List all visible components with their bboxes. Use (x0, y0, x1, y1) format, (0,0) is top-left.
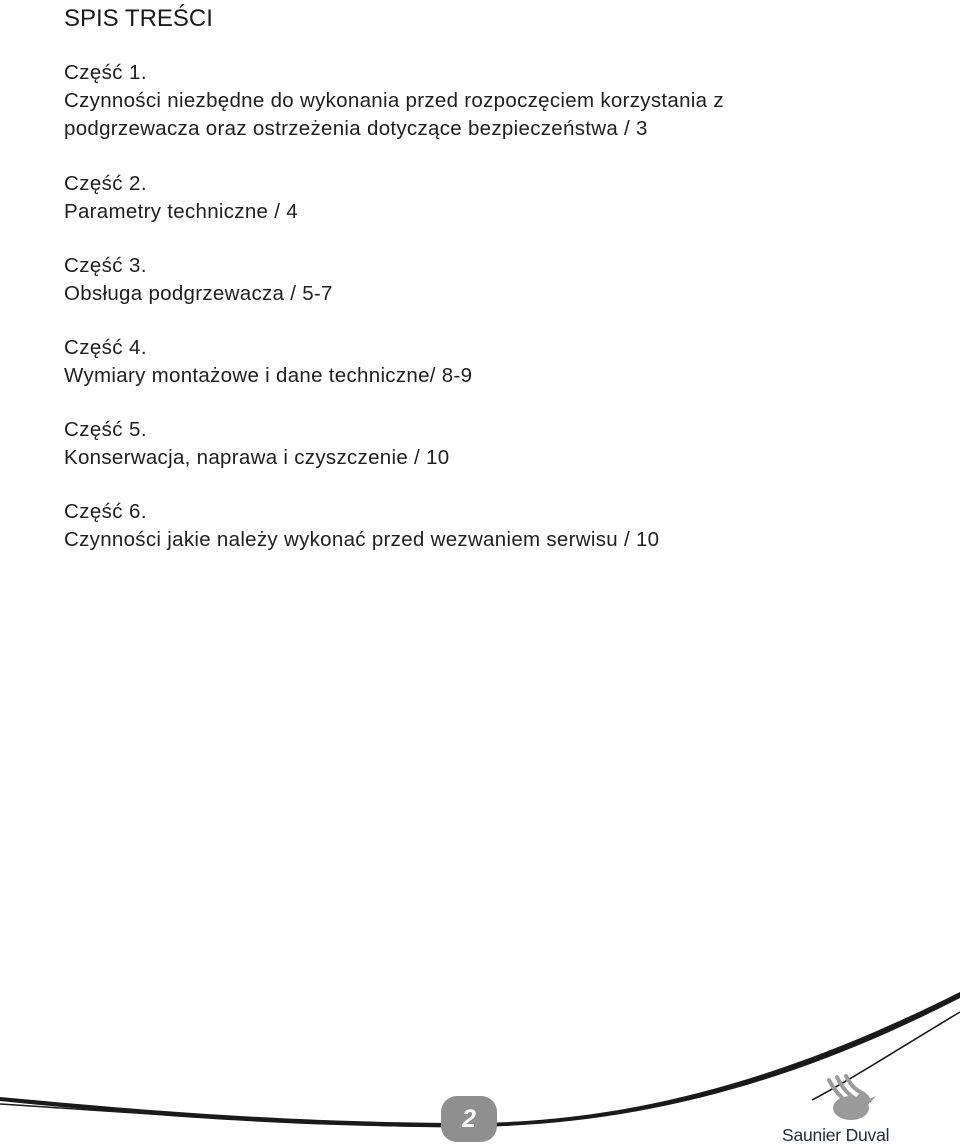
toc-description-line: Wymiary montażowe i dane techniczne/ 8-9 (64, 364, 473, 387)
toc-part-label: Część 2. (64, 172, 147, 195)
page-number: 2 (462, 1104, 476, 1133)
brand-block (782, 1074, 932, 1147)
toc-part-label: Część 1. (64, 61, 147, 84)
toc-description-line: Parametry techniczne / 4 (64, 200, 298, 223)
table-of-contents (64, 59, 924, 580)
toc-part-label: Część 5. (64, 418, 147, 441)
toc-entry-part-1 (64, 59, 924, 143)
toc-description-line: Obsługa podgrzewacza / 5-7 (64, 282, 333, 305)
toc-entry-part-2 (64, 170, 924, 226)
toc-part-label: Część 6. (64, 500, 147, 523)
toc-description-line: podgrzewacza oraz ostrzeżenia dotyczące bezpieczeństwa / 3 (64, 117, 648, 140)
toc-description-line: Konserwacja, naprawa i czyszczenie / 10 (64, 446, 450, 469)
toc-entry-part-4 (64, 334, 924, 390)
toc-part-label: Część 3. (64, 254, 147, 277)
toc-entry-part-6 (64, 498, 924, 554)
toc-part-label: Część 4. (64, 336, 147, 359)
bird-icon (819, 1074, 877, 1124)
brand-name: Saunier Duval (782, 1125, 890, 1145)
toc-entry-part-3 (64, 252, 924, 308)
toc-entry-part-5 (64, 416, 924, 472)
toc-description-line: Czynności niezbędne do wykonania przed rozpoczęciem korzystania z (64, 89, 724, 112)
page-title: SPIS TREŚCI (64, 5, 213, 32)
toc-description-line: Czynności jakie należy wykonać przed wezwaniem serwisu / 10 (64, 528, 660, 551)
